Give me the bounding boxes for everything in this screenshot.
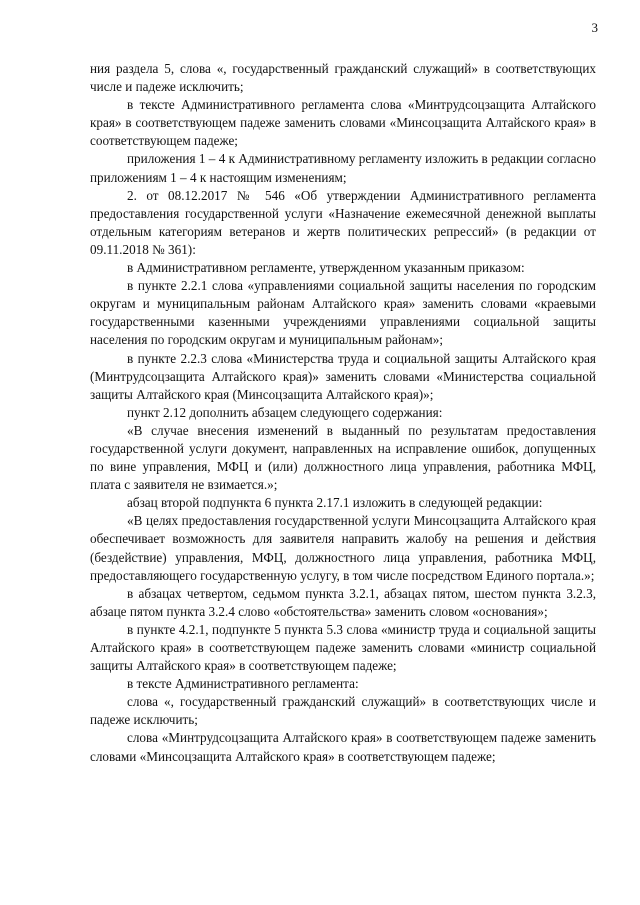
- paragraph-14: в тексте Административного регламента:: [127, 676, 359, 692]
- paragraph-4: 2. от 08.12.2017 № 546 «Об утверждении Административного регламента предоставления государственной услуги «Назначение ежемесячной денежной выплаты отдельным категориям ветеранов и жертв политических репрессий» (в редакции от 09.11.2018 № 361):: [90, 187, 596, 257]
- paragraph-8: пункт 2.12 дополнить абзацем следующего содержания:: [127, 404, 443, 420]
- paragraph-1: ния раздела 5, слова «, государственный гражданский служащий» в соответствующих числе и падеже исключить;: [90, 61, 596, 95]
- page-number: 3: [591, 20, 598, 35]
- paragraph-13: в пункте 4.2.1, подпункте 5 пункта 5.3 слова «министр труда и социальной защиты Алтайского края» в соответствующем падеже заменить словами «министр социальной защиты Алтайского края» в соответствующем падеже;: [90, 621, 596, 674]
- paragraph-15: слова «, государственный гражданский служащий» в соответствующих числе и падеже исключить;: [90, 694, 596, 728]
- document-body: [90, 60, 596, 766]
- paragraph-12: в абзацах четвертом, седьмом пункта 3.2.1, абзацах пятом, шестом пункта 3.2.3, абзаце пятом пункта 3.2.4 слово «обстоятельства» заменить словом «основания»;: [90, 585, 596, 619]
- paragraph-6: в пункте 2.2.1 слова «управлениями социальной защиты населения по городским округам и муниципальным районам Алтайского края» заменить словами «краевыми государственными казенными учреждениями управлениями социальной защиты населения по городским округам и муниципальным районам»;: [90, 278, 596, 348]
- paragraph-7: в пункте 2.2.3 слова «Министерства труда и социальной защиты Алтайского края (Минтрудсоцзащита Алтайского края)» заменить словами «Министерства социальной защиты Алтайского края (Минсоцзащита Алтайского края)»;: [90, 350, 596, 402]
- paragraph-11: «В целях предоставления государственной услуги Минсоцзащита Алтайского края обеспечивает возможность для заявителя направить жалобу на решения и действия (бездействие) управления, МФЦ, должностного лица управления, работника МФЦ, предоставляющего государственную услугу, в том числе посредством Единого портала.»;: [90, 513, 596, 583]
- paragraph-2: в тексте Административного регламента слова «Минтрудсоцзащита Алтайского края» в соответствующем падеже заменить словами «Минсоцзащита Алтайского края» в соответствующем падеже;: [90, 97, 596, 149]
- paragraph-16: слова «Минтрудсоцзащита Алтайского края» в соответствующем падеже заменить словами «Минсоцзащита Алтайского края» в соответствующем падеже;: [90, 730, 596, 764]
- paragraph-9: «В случае внесения изменений в выданный по результатам предоставления государственной услуги документ, направленных на исправление ошибок, допущенных по вине управления, МФЦ и (или) должностного лица управления, работника МФЦ, плата с заявителя не взимается.»;: [90, 422, 596, 493]
- paragraph-10: абзац второй подпункта 6 пункта 2.17.1 изложить в следующей редакции:: [127, 495, 543, 511]
- paragraph-3: приложения 1 – 4 к Административному регламенту изложить в редакции согласно приложениям 1 – 4 к настоящим изменениям;: [90, 151, 596, 185]
- paragraph-5: в Административном регламенте, утвержденном указанным приказом:: [127, 260, 525, 276]
